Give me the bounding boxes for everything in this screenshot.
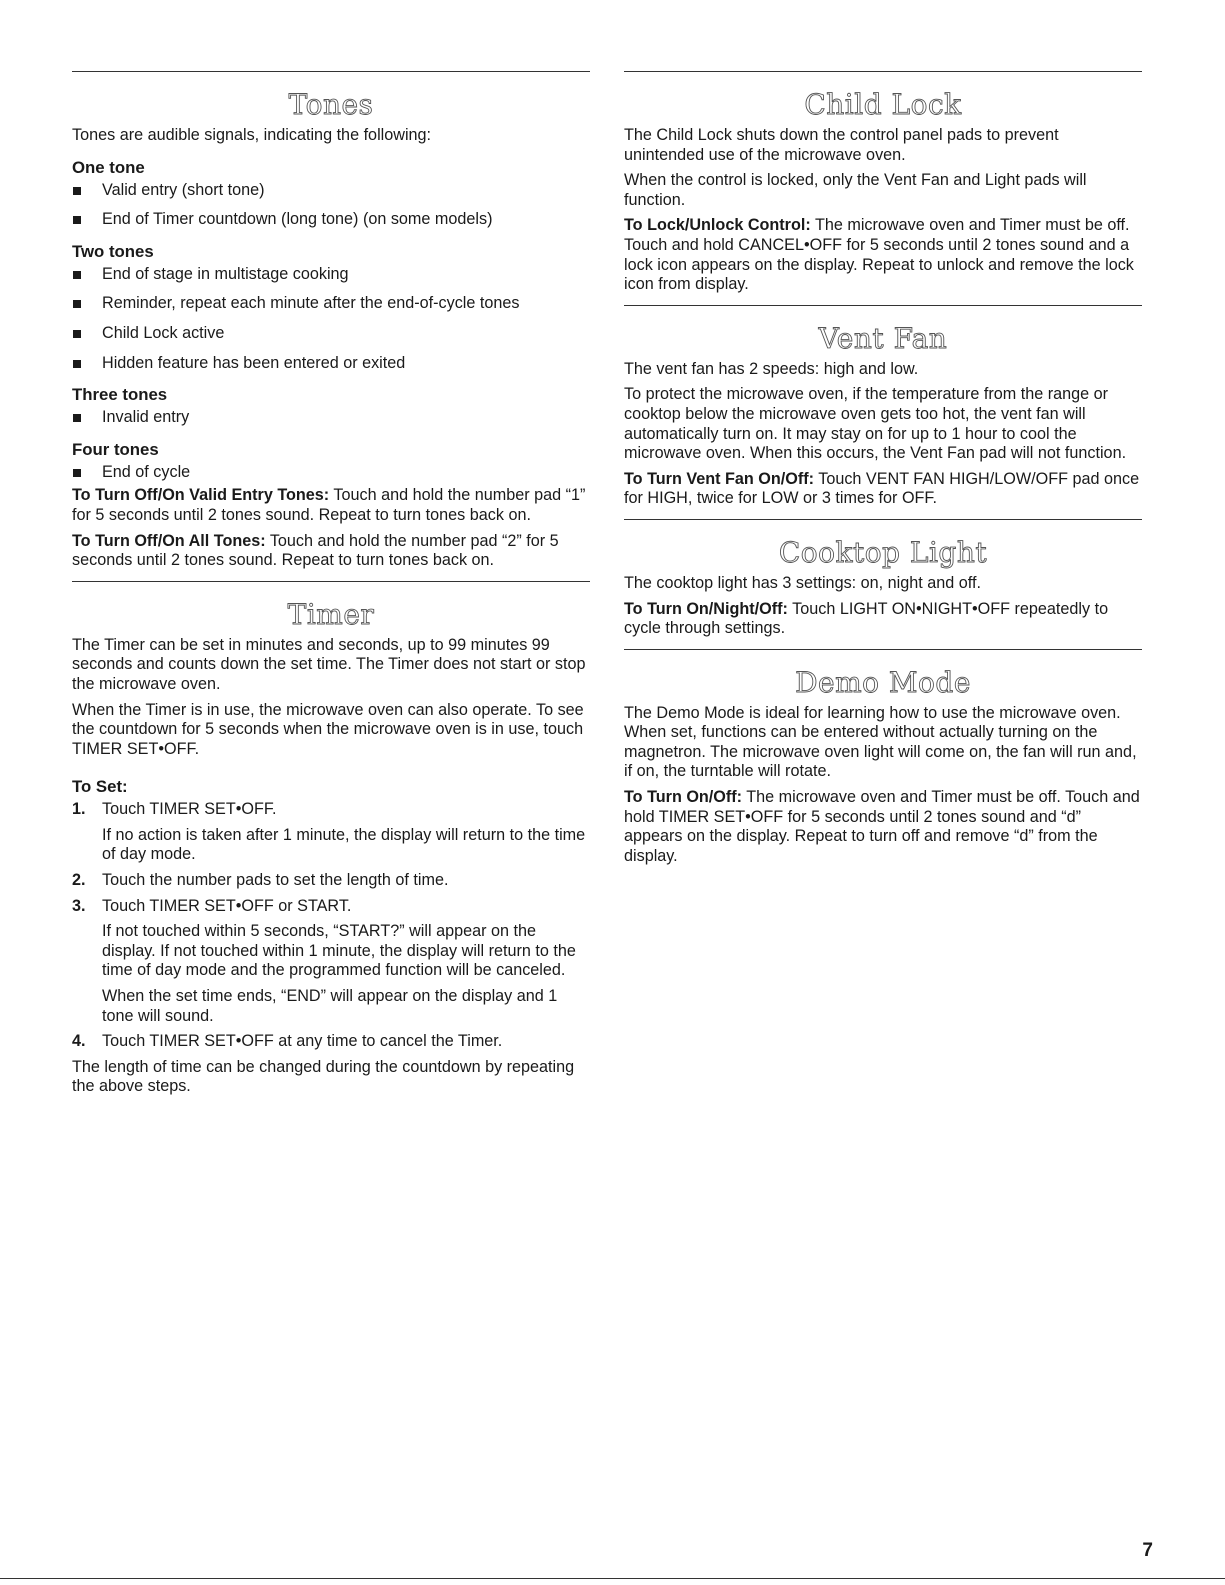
step-note: If not touched within 5 seconds, “START?” will appear on the display. If not touched within 1 minute, the display will return to the time of day mode and the programmed function will be canceled. <box>102 922 576 980</box>
child-lock-paragraph: The Child Lock shuts down the control panel pads to prevent unintended use of the microwave oven. <box>624 126 1059 164</box>
left-column <box>72 71 590 1103</box>
timer-paragraph: When the Timer is in use, the microwave oven can also operate. To see the countdown for 5 seconds when the microwave oven is in use, touch TIMER SET•OFF. <box>72 700 584 758</box>
section-divider <box>72 581 590 582</box>
one-tone-list <box>72 181 590 230</box>
child-lock-paragraph: When the control is locked, only the Vent Fan and Light pads will function. <box>624 171 1087 209</box>
valid-entry-tones-instruction: To Turn Off/On Valid Entry Tones: Touch and hold the number pad “1” for 5 seconds until 2 tones sound. Repeat to turn tones back on. <box>72 486 586 524</box>
bullet-icon <box>73 330 81 338</box>
one-tone-heading: One tone <box>72 157 145 177</box>
bullet-icon <box>73 360 81 368</box>
list-item: End of Timer countdown (long tone) (on some models) <box>72 210 590 230</box>
bullet-icon <box>73 300 81 308</box>
right-column <box>624 71 1142 872</box>
list-item: Invalid entry <box>72 408 590 428</box>
demo-mode-paragraph: The Demo Mode is ideal for learning how to use the microwave oven. When set, functions can be entered without actually turning on the magnetron. The microwave oven light will come on, the fan will run and, if on, the turntable will rotate. <box>624 703 1137 781</box>
section-divider <box>624 305 1142 306</box>
timer-closing: The length of time can be changed during the countdown by repeating the above steps. <box>72 1057 575 1096</box>
page-number: 7 <box>1142 1540 1153 1561</box>
section-divider <box>624 649 1142 650</box>
page-bottom-rule <box>0 1578 1225 1579</box>
demo-mode-instruction: To Turn On/Off: The microwave oven and Timer must be off. Touch and hold TIMER SET•OFF for 5 seconds until 2 tones sound and “d” appears on the display. Repeat to turn off and remove “d” from the display. <box>624 788 1140 865</box>
bullet-icon <box>73 216 81 224</box>
section-divider <box>624 519 1142 520</box>
four-tones-heading: Four tones <box>72 439 159 459</box>
timer-title: Timer <box>287 597 375 631</box>
bullet-icon <box>73 187 81 195</box>
tones-intro: Tones are audible signals, indicating the following: <box>72 126 432 144</box>
bullet-icon <box>73 469 81 477</box>
tones-title: Tones <box>288 88 374 121</box>
timer-steps <box>72 800 590 820</box>
list-item: Reminder, repeat each minute after the end-of-cycle tones <box>72 294 590 314</box>
lock-unlock-instruction: To Lock/Unlock Control: The microwave oven and Timer must be off. Touch and hold CANCEL•OFF for 5 seconds until 2 tones sound and a lock icon appears on the display. Repeat to unlock and remove the lock icon from display. <box>624 216 1134 294</box>
step-note: If no action is taken after 1 minute, the display will return to the time of day mode. <box>102 825 586 864</box>
three-tones-heading: Three tones <box>72 385 168 405</box>
list-item: Child Lock active <box>72 324 590 344</box>
to-set-heading: To Set: <box>72 777 128 797</box>
step-item: 4. Touch TIMER SET•OFF at any time to cancel the Timer. <box>72 1032 503 1051</box>
two-tones-heading: Two tones <box>72 241 154 261</box>
list-item: End of stage in multistage cooking <box>72 265 590 285</box>
child-lock-title: Child Lock <box>804 88 962 121</box>
step-note: When the set time ends, “END” will appear on the display and 1 tone will sound. <box>102 987 558 1025</box>
demo-mode-title: Demo Mode <box>795 665 971 699</box>
step-item: 2. Touch the number pads to set the length of time. <box>72 871 449 890</box>
list-item: Hidden feature has been entered or exited <box>72 354 590 374</box>
timer-paragraph: The Timer can be set in minutes and seconds, up to 99 minutes 99 seconds and counts down the set time. The Timer does not start or stop the microwave oven. <box>72 635 586 693</box>
cooktop-light-instruction: To Turn On/Night/Off: Touch LIGHT ON•NIGHT•OFF repeatedly to cycle through settings. <box>624 599 1109 638</box>
all-tones-instruction: To Turn Off/On All Tones: Touch and hold the number pad “2” for 5 seconds until 2 tones sound. Repeat to turn tones back on. <box>72 531 559 570</box>
timer-steps <box>72 1032 590 1052</box>
cooktop-light-paragraph: The cooktop light has 3 settings: on, night and off. <box>624 573 981 592</box>
cooktop-light-title: Cooktop Light <box>778 535 988 569</box>
two-tones-list <box>72 265 590 373</box>
list-item: Valid entry (short tone) <box>72 181 590 201</box>
section-divider <box>72 71 590 72</box>
step-item: 3. Touch TIMER SET•OFF or START. <box>72 896 352 915</box>
step-item: 1. Touch TIMER SET•OFF. <box>72 800 277 819</box>
list-item: End of cycle <box>72 463 590 483</box>
vent-fan-instruction: To Turn Vent Fan On/Off: Touch VENT FAN HIGH/LOW/OFF pad once for HIGH, twice for LOW or 3 times for OFF. <box>624 469 1140 508</box>
timer-steps <box>72 871 590 916</box>
vent-fan-title: Vent Fan <box>818 321 948 355</box>
bullet-icon <box>73 271 81 279</box>
bullet-icon <box>73 414 81 422</box>
vent-fan-paragraph: To protect the microwave oven, if the temperature from the range or cooktop below the microwave oven gets too hot, the vent fan will automatically turn on. It may stay on for up to 1 hour to cool the microwave oven. When this occurs, the Vent Fan pad will not function. <box>624 385 1127 463</box>
section-divider <box>624 71 1142 72</box>
four-tones-list <box>72 463 590 483</box>
three-tones-list <box>72 408 590 428</box>
vent-fan-paragraph: The vent fan has 2 speeds: high and low. <box>624 359 919 378</box>
